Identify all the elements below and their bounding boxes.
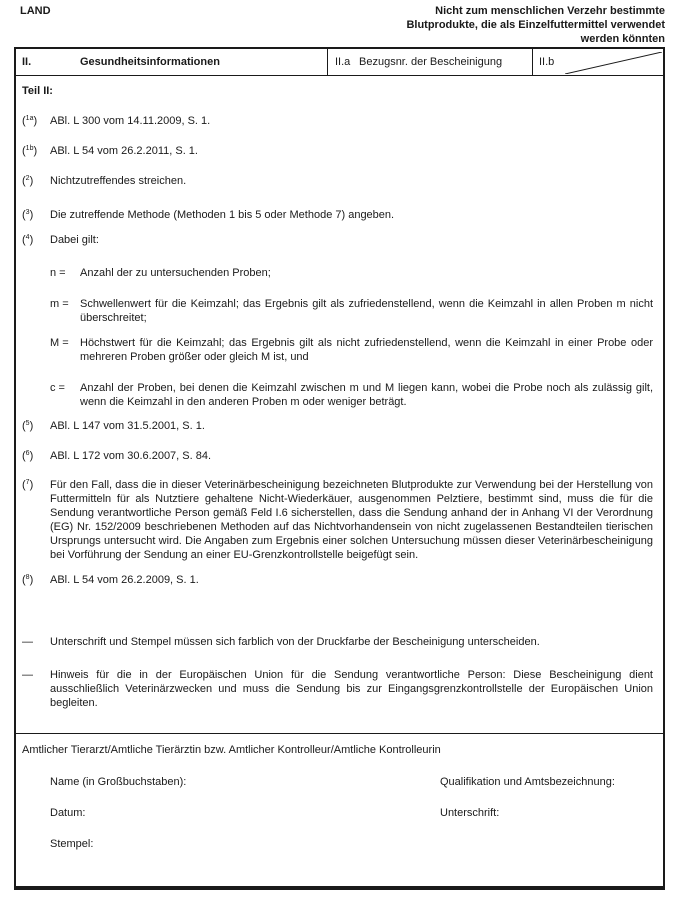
note-responsible-person <box>22 668 653 710</box>
name-label: Name (in Großbuchstaben): <box>50 776 187 788</box>
footnote-2-marker: ($^2$) <box>22 175 34 187</box>
part2-heading: Teil II: <box>22 85 53 97</box>
footnote-1b <box>22 144 653 158</box>
sampling-definitions <box>50 266 653 409</box>
definition-n-term: n = <box>50 267 66 279</box>
footnote-5-marker: ($^5$) <box>22 420 34 432</box>
document-title-line: Blutprodukte, die als Einzelfuttermittel verwendet <box>406 19 665 31</box>
definition-c-term: c = <box>50 382 65 394</box>
part2-body-cell <box>16 76 663 734</box>
note-dash: — <box>22 636 33 648</box>
note-signature-color-text: Unterschrift und Stempel müssen sich farblich von der Druckfarbe der Bescheinigung unterscheiden. <box>50 636 540 648</box>
footnote-8 <box>22 573 653 587</box>
footnote-2 <box>22 174 653 188</box>
footnote-1a-text: ABl. L 300 vom 14.11.2009, S. 1. <box>50 115 211 127</box>
note-responsible-person-text: Hinweis für die in der Europäischen Union für die Sendung verantwortliche Person: Diese Bescheinigung dient ausschließlich Veterinärzwecken und muss die Sendung bis zur Eingangsgrenzkontrollstelle der Europäischen Union begleiten. <box>50 669 653 709</box>
official-veterinarian-section <box>16 734 663 851</box>
definition-m-text: Schwellenwert für die Keimzahl; das Ergebnis gilt als zufriedenstellend, wenn die Keimzahl in allen Proben m nicht überschreitet; <box>80 298 653 324</box>
document-title-line: werden könnten <box>580 33 665 45</box>
date-label: Datum: <box>50 807 86 819</box>
footnote-3-marker: ($^3$) <box>22 209 34 221</box>
table-header-row <box>16 49 663 76</box>
footnote-6-text: ABl. L 172 vom 30.6.2007, S. 84. <box>50 450 212 462</box>
footnote-8-text: ABl. L 54 vom 26.2.2009, S. 1. <box>50 574 199 586</box>
footnote-6 <box>22 449 653 463</box>
cert-number-cell <box>532 49 663 75</box>
definition-n-text: Anzahl der zu untersuchenden Proben; <box>80 267 271 279</box>
reference-cell-label: Bezugsnr. der Bescheinigung <box>359 56 503 68</box>
footnote-1a-marker: ($^{1a}$) <box>22 115 38 127</box>
definition-m-term: m = <box>50 298 69 310</box>
footnote-3-text: Die zutreffende Methode (Methoden 1 bis 5 oder Methode 7) angeben. <box>50 209 395 221</box>
footnote-4-text: Dabei gilt: <box>50 234 99 246</box>
document-header <box>14 4 665 46</box>
footnote-1a <box>22 114 653 128</box>
reference-cell-number: II.a <box>335 56 351 68</box>
officer-section-title: Amtlicher Tierarzt/Amtliche Tierärztin bzw. Amtlicher Kontrolleur/Amtliche Kontrolleurin <box>22 744 441 756</box>
footnote-7 <box>22 478 653 562</box>
document-title <box>406 4 665 46</box>
definition-m <box>50 297 653 325</box>
qualification-label: Qualifikation und Amtsbezeichnung: <box>440 776 615 788</box>
footnote-1b-text: ABl. L 54 vom 26.2.2011, S. 1. <box>50 145 198 157</box>
officer-row-stamp <box>22 837 653 851</box>
officer-row-date <box>22 806 653 820</box>
footnote-6-marker: ($^6$) <box>22 450 34 462</box>
footnote-8-marker: ($^8$) <box>22 574 34 586</box>
footnote-5-text: ABl. L 147 vom 31.5.2001, S. 1. <box>50 420 205 432</box>
officer-row-name <box>22 775 653 789</box>
footnote-1b-marker: ($^{1b}$) <box>22 145 38 157</box>
definition-c <box>50 381 653 409</box>
footnote-3 <box>22 208 653 222</box>
footnote-4-marker: ($^4$) <box>22 234 34 246</box>
definition-n <box>50 266 653 280</box>
country-label: LAND <box>20 5 51 17</box>
footnote-4 <box>22 233 653 247</box>
footnote-2-text: Nichtzutreffendes streichen. <box>50 175 187 187</box>
footnote-7-marker: ($^7$) <box>22 479 34 491</box>
section-header-cell <box>16 49 327 75</box>
definition-c-text: Anzahl der Proben, bei denen die Keimzahl zwischen m und M liegen kann, wobei die Probe noch als zulässig gilt, wenn die Keimzahl in den anderen Proben m oder weniger beträgt. <box>80 382 653 408</box>
stamp-spacer <box>440 837 653 851</box>
note-dash: — <box>22 669 33 681</box>
document-title-line: Nicht zum menschlichen Verzehr bestimmte <box>435 5 665 17</box>
diagonal-strike-line <box>565 52 662 74</box>
definition-M <box>50 336 653 364</box>
cert-cell-number: II.b <box>539 56 555 68</box>
reference-number-cell <box>327 49 532 75</box>
section-number: II. <box>22 56 32 68</box>
stamp-label: Stempel: <box>50 838 94 850</box>
certificate-form-box <box>14 47 665 890</box>
signature-label: Unterschrift: <box>440 807 500 819</box>
definition-M-term: M = <box>50 337 69 349</box>
note-signature-color <box>22 635 653 649</box>
section-title: Gesundheitsinformationen <box>80 56 220 68</box>
definition-M-text: Höchstwert für die Keimzahl; das Ergebnis gilt als nicht zufriedenstellend, wenn die Keimzahl in einer Probe oder mehreren Proben größer oder gleich M ist, und <box>80 337 653 363</box>
footnote-7-text: Für den Fall, dass die in dieser Veterinärbescheinigung bezeichneten Blutprodukte zur Verwendung bei der Herstellung von Futtermitteln für als Nutztiere gehaltene Nicht-Wiederkäuer, ausgenommen Pelztiere, bestimmt sind, muss die für die Sendung verantwortliche Person gemäß Feld I.6 sicherstellen, dass die Sendung anhand der in Anhang VI der Verordnung (EG) Nr. 152/2009 beschriebenen Methoden auf das Nichtvorhandensein von nicht zugelassenen Bestandteilen tierischen Ursprungs untersucht wird. Die Angaben zum Ergebnis einer solchen Untersuchung müssen dieser Veterinärbescheinigung bei Vorführung der Sendung an einer EU-Grenzkontrollstelle beigefügt sein. <box>50 479 653 561</box>
footnote-5 <box>22 419 653 433</box>
